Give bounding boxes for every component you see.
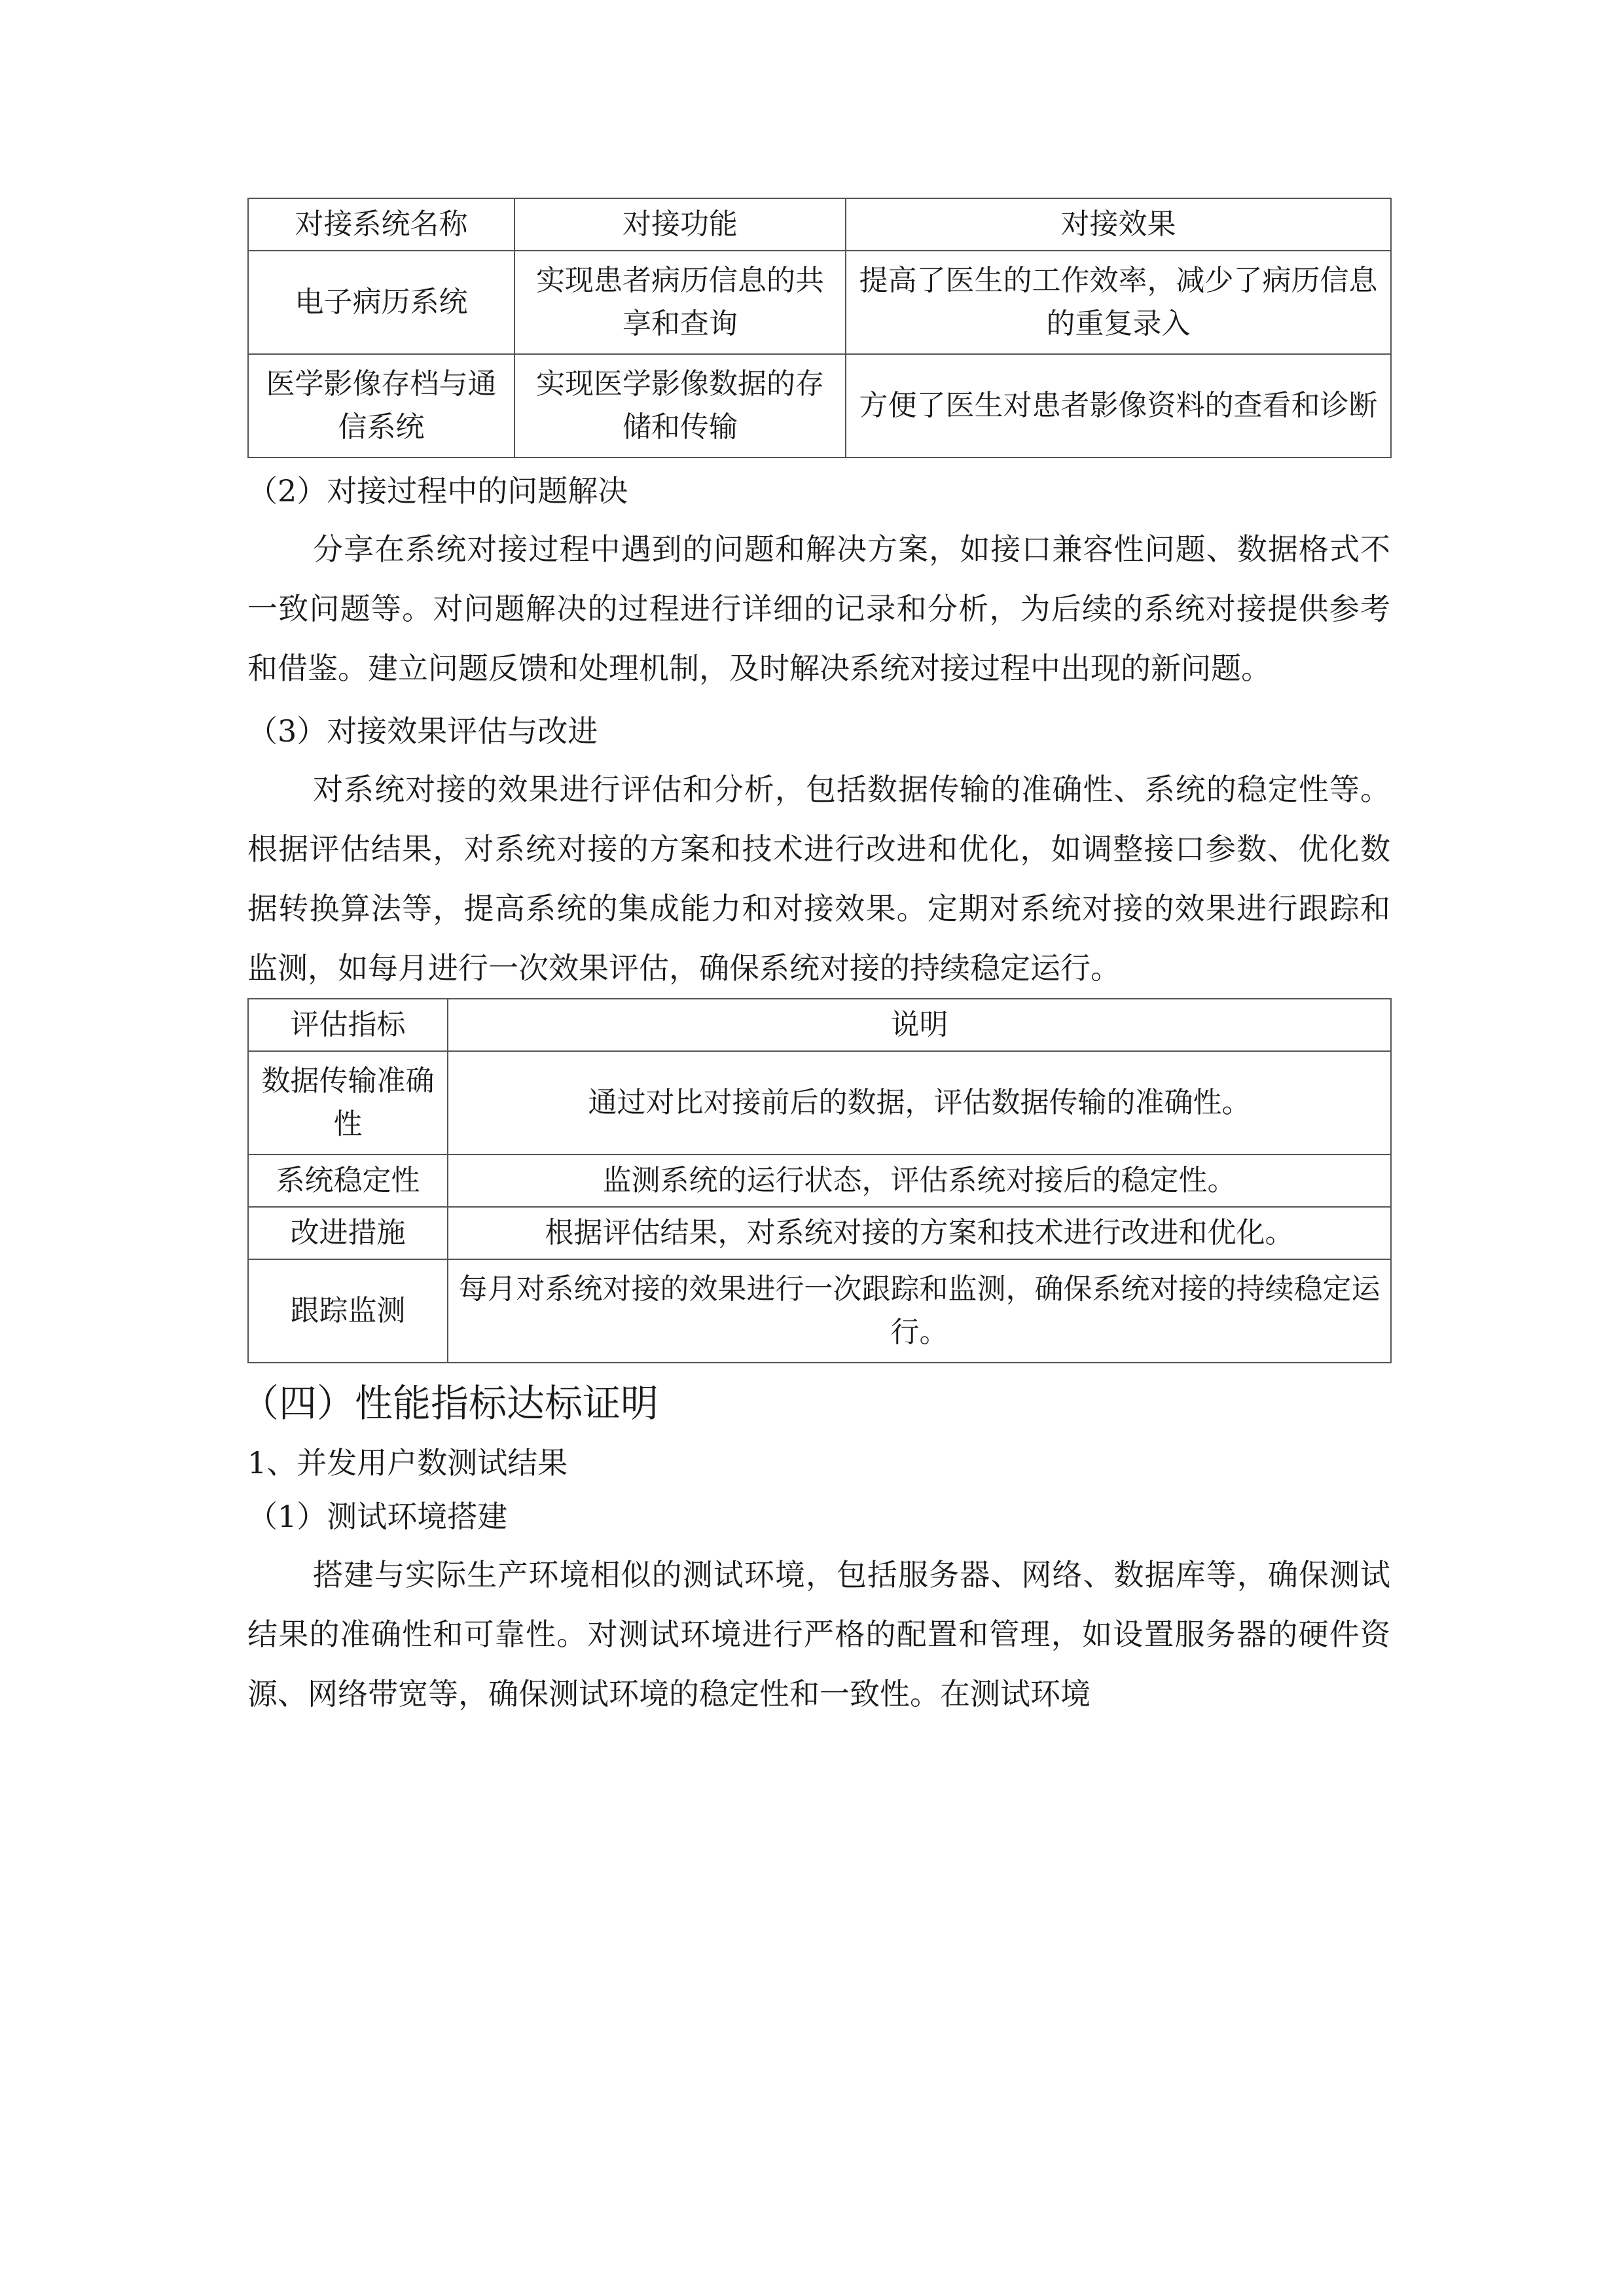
table-cell: 方便了医生对患者影像资料的查看和诊断	[846, 354, 1391, 457]
body-paragraph: 搭建与实际生产环境相似的测试环境，包括服务器、网络、数据库等，确保测试结果的准确性和可靠性。对测试环境进行严格的配置和管理，如设置服务器的硬件资源、网络带宽等，确保测试环境的稳定性和一致性。在测试环境	[247, 1557, 1390, 1712]
table-cell: 系统稳定性	[248, 1155, 448, 1207]
table-cell: 数据传输准确性	[248, 1051, 448, 1155]
table-header-cell: 对接系统名称	[248, 198, 514, 251]
table-cell: 监测系统的运行状态，评估系统对接后的稳定性。	[448, 1155, 1391, 1207]
table-row	[248, 251, 1391, 354]
section-heading: （2）对接过程中的问题解决	[247, 473, 628, 509]
body-paragraph: 对系统对接的效果进行评估和分析，包括数据传输的准确性、系统的稳定性等。根据评估结果，对系统对接的方案和技术进行改进和优化，如调整接口参数、优化数据转换算法等，提高系统的集成能力和对接效果。定期对系统对接的效果进行跟踪和监测，如每月进行一次效果评估，确保系统对接的持续稳定运行。	[247, 772, 1390, 986]
table-cell: 医学影像存档与通信系统	[248, 354, 514, 457]
table-cell: 提高了医生的工作效率，减少了病历信息的重复录入	[846, 251, 1391, 354]
table-row	[248, 1155, 1391, 1207]
table-row	[248, 354, 1391, 457]
page-content	[241, 198, 1390, 1724]
table-header-cell: 说明	[448, 999, 1391, 1051]
integration-systems-table	[247, 198, 1392, 458]
table-cell: 根据评估结果，对系统对接的方案和技术进行改进和优化。	[448, 1207, 1391, 1259]
table-header-cell: 对接功能	[514, 198, 846, 251]
table-cell: 每月对系统对接的效果进行一次跟踪和监测，确保系统对接的持续稳定运行。	[448, 1259, 1391, 1363]
table-cell: 实现患者病历信息的共享和查询	[514, 251, 846, 354]
table-header-row	[248, 999, 1391, 1051]
table-row	[248, 1051, 1391, 1155]
table-cell: 电子病历系统	[248, 251, 514, 354]
evaluation-metrics-table	[247, 998, 1392, 1363]
subsection-heading: 1、并发用户数测试结果	[247, 1445, 568, 1480]
chapter-heading: （四）性能指标达标证明	[241, 1381, 659, 1426]
table-cell: 跟踪监测	[248, 1259, 448, 1363]
table-cell: 实现医学影像数据的存储和传输	[514, 354, 846, 457]
table-header-cell: 对接效果	[846, 198, 1391, 251]
table-header-cell: 评估指标	[248, 999, 448, 1051]
table-row	[248, 1259, 1391, 1363]
table-header-row	[248, 198, 1391, 251]
section-heading: （1）测试环境搭建	[247, 1499, 508, 1534]
table-row	[248, 1207, 1391, 1259]
table-cell: 改进措施	[248, 1207, 448, 1259]
table-cell: 通过对比对接前后的数据，评估数据传输的准确性。	[448, 1051, 1391, 1155]
body-paragraph: 分享在系统对接过程中遇到的问题和解决方案，如接口兼容性问题、数据格式不一致问题等。对问题解决的过程进行详细的记录和分析，为后续的系统对接提供参考和借鉴。建立问题反馈和处理机制，及时解决系统对接过程中出现的新问题。	[247, 531, 1390, 686]
section-heading: （3）对接效果评估与改进	[247, 713, 598, 749]
